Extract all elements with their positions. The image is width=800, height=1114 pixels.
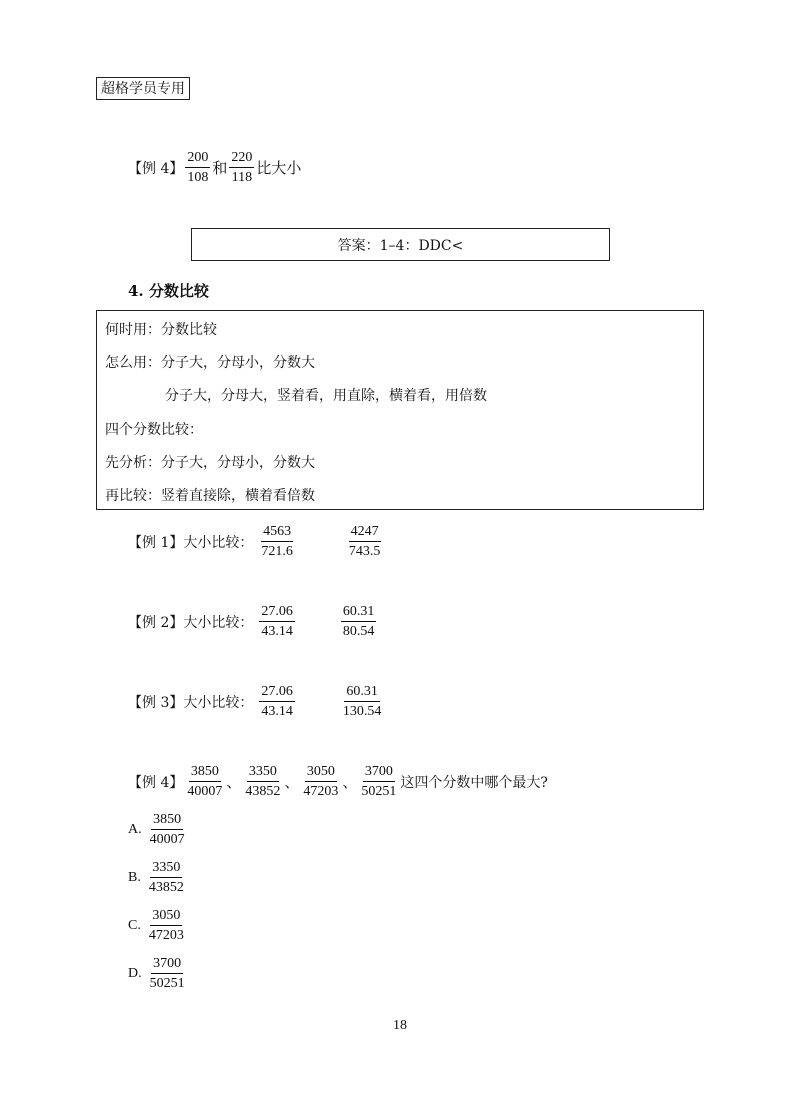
fraction [259, 523, 295, 560]
fraction [347, 523, 383, 560]
numerator: 3850 [189, 763, 221, 782]
denominator: 80.54 [342, 624, 375, 639]
fraction [341, 603, 377, 640]
option-letter: C. [128, 917, 141, 933]
fraction [341, 683, 384, 720]
numerator: 3850 [151, 811, 183, 830]
denominator: 47203 [303, 784, 339, 799]
numerator: 3350 [247, 763, 279, 782]
example-4-top [128, 149, 301, 186]
example-2 [128, 603, 378, 640]
header-tag: 超格学员专用 [96, 77, 190, 100]
answer-text: 答案：1–4：DDC< [337, 237, 464, 254]
fraction [243, 763, 282, 800]
fraction [148, 811, 187, 848]
denominator: 40007 [187, 784, 223, 799]
fraction [185, 763, 224, 800]
denominator: 43852 [148, 880, 184, 895]
rule-line: 四个分数比较： [105, 422, 203, 438]
example-label: 【例 2】大小比较： [128, 614, 254, 631]
example-1 [128, 523, 384, 560]
fraction [185, 149, 210, 186]
example-4 [128, 763, 548, 800]
fraction [147, 907, 186, 944]
numerator: 27.06 [259, 603, 295, 622]
numerator: 4563 [261, 523, 293, 542]
numerator: 4247 [349, 523, 381, 542]
denominator: 108 [187, 170, 209, 185]
fraction [301, 763, 340, 800]
rule-line: 再比较：竖着直接除，横着看倍数 [105, 488, 315, 504]
example-3 [128, 683, 385, 720]
denominator: 47203 [148, 928, 184, 943]
question-text: 这四个分数中哪个最大? [400, 774, 548, 791]
denominator: 43.14 [261, 624, 293, 639]
numerator: 3050 [305, 763, 337, 782]
numerator: 3700 [151, 955, 183, 974]
fraction [359, 763, 398, 800]
numerator: 60.31 [344, 683, 380, 702]
numerator: 3350 [150, 859, 182, 878]
denominator: 50251 [361, 784, 397, 799]
fraction [148, 955, 187, 992]
numerator: 3700 [363, 763, 395, 782]
example-label: 【例 4】 [128, 160, 184, 177]
example-label: 【例 4】 [128, 774, 184, 791]
fraction [229, 149, 254, 186]
answer-box [191, 228, 610, 261]
section-title: 4. 分数比较 [128, 282, 209, 300]
fraction [259, 683, 295, 720]
question-text: 比大小 [256, 159, 302, 177]
example-label: 【例 3】大小比较： [128, 694, 254, 711]
numerator: 27.06 [259, 683, 295, 702]
option-letter: B. [128, 869, 141, 885]
denominator: 50251 [149, 976, 185, 991]
example-label: 【例 1】大小比较： [128, 534, 254, 551]
denominator: 43.14 [261, 704, 293, 719]
page-number: 18 [393, 1018, 407, 1033]
option-d [128, 955, 189, 992]
option-letter: A. [128, 821, 142, 837]
denominator: 118 [231, 170, 253, 185]
denominator: 40007 [149, 832, 185, 847]
rule-line: 先分析：分子大，分母小，分数大 [105, 455, 315, 471]
separator: 、 [342, 773, 358, 791]
rule-line: 怎么用：分子大，分母小，分数大 [105, 355, 315, 371]
denominator: 721.6 [261, 544, 293, 559]
separator: 、 [226, 773, 242, 791]
numerator: 60.31 [341, 603, 377, 622]
rule-line: 分子大，分母大，竖着看，用直除，横着看，用倍数 [165, 388, 487, 404]
numerator: 220 [229, 149, 254, 168]
numerator: 3050 [150, 907, 182, 926]
fraction [259, 603, 295, 640]
numerator: 200 [185, 149, 210, 168]
separator: 、 [284, 773, 300, 791]
denominator: 130.54 [342, 704, 382, 719]
rules-box [96, 310, 704, 510]
option-b [128, 859, 188, 896]
option-c [128, 907, 188, 944]
rule-line: 何时用：分数比较 [105, 322, 217, 338]
denominator: 743.5 [348, 544, 381, 559]
option-a [128, 811, 189, 848]
connector-text: 和 [212, 159, 228, 177]
fraction [147, 859, 186, 896]
option-letter: D. [128, 965, 142, 981]
denominator: 43852 [245, 784, 281, 799]
